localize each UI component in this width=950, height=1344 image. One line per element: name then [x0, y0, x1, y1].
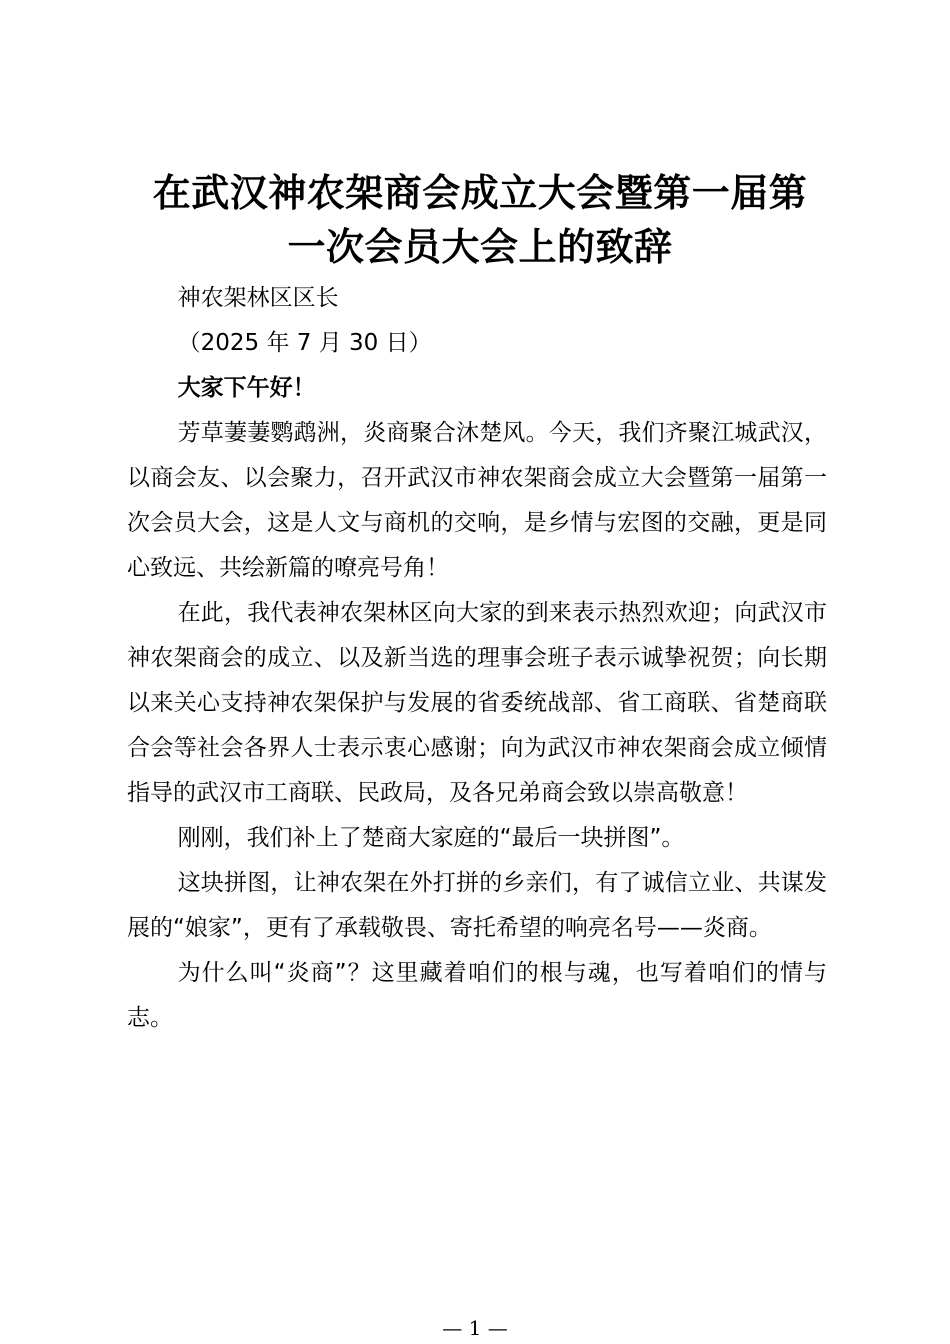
document-body	[127, 276, 827, 1041]
title-line-2: 一次会员大会上的致辞	[287, 224, 673, 269]
page-number: — 1 —	[442, 1316, 508, 1340]
date-line: （2025 年 7 月 30 日）	[177, 330, 432, 356]
paragraph-4: 这块拼图，让神农架在外打拼的乡亲们，有了诚信立业、共谋发展的“娘家”，更有了承载敬畏、寄托希望的响亮名号——炎商。	[127, 870, 827, 941]
author-line: 神农架林区区长	[177, 285, 339, 311]
document-title	[110, 166, 850, 274]
paragraph-2: 在此，我代表神农架林区向大家的到来表示热烈欢迎；向武汉市神农架商会的成立、以及新当选的理事会班子表示诚挚祝贺；向长期以来关心支持神农架保护与发展的省委统战部、省工商联、省楚商联合会等社会各界人士表示衷心感谢；向为武汉市神农架商会成立倾情指导的武汉市工商联、民政局，及各兄弟商会致以崇高敬意！	[127, 600, 827, 806]
greeting-line: 大家下午好！	[177, 375, 316, 401]
paragraph-3: 刚刚，我们补上了楚商大家庭的“最后一块拼图”。	[177, 825, 685, 851]
paragraph-1: 芳草萋萋鹦鹉洲，炎商聚合沐楚风。今天，我们齐聚江城武汉，以商会友、以会聚力，召开武汉市神农架商会成立大会暨第一届第一次会员大会，这是人文与商机的交响，是乡情与宏图的交融，更是同心致远、共绘新篇的嘹亮号角！	[127, 420, 827, 581]
paragraph-5: 为什么叫“炎商”？这里藏着咱们的根与魂，也写着咱们的情与志。	[127, 960, 827, 1031]
title-line-1: 在武汉神农架商会成立大会暨第一届第	[152, 170, 808, 215]
